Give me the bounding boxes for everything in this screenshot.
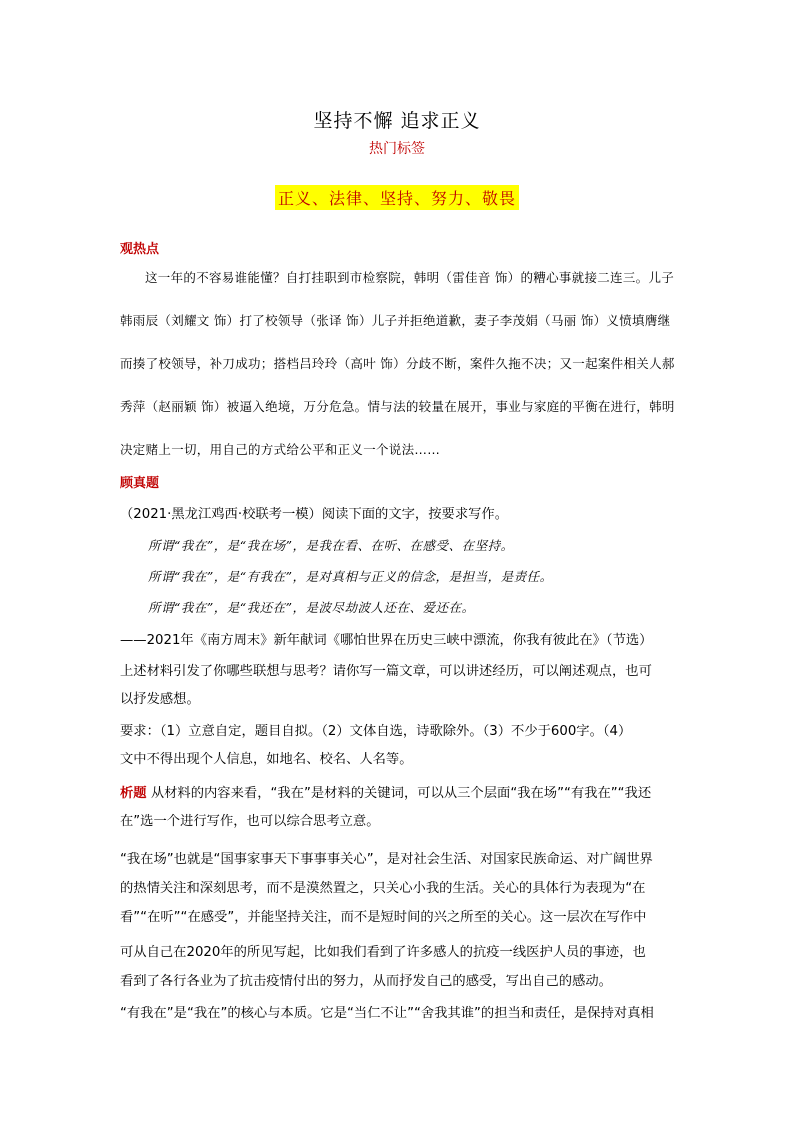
- analysis-text: 从材料的内容来看，“我在”是材料的关键词，可以从三个层面“我在场”“有我在”“我还: [150, 786, 652, 801]
- viewpoint-line: 秀萍（赵丽颖 饰）被逼入绝境，万分危急。情与法的较量在展开，事业与家庭的平衡在进行，韩明: [120, 399, 675, 414]
- tags-wrap: [0, 185, 794, 210]
- analysis-line: 看到了各行各业为了抗击疫情付出的努力，从而抒发自己的感受，写出自己的感动。: [120, 974, 612, 989]
- quote-line: 所谓“我在”，是“有我在”，是对真相与正义的信念，是担当，是责任。: [148, 569, 553, 584]
- exam-heading: 顾真题: [120, 476, 160, 491]
- viewpoint-line: 韩雨辰（刘耀文 饰）打了校领导（张译 饰）儿子并拒绝道歉，妻子李茂娟（马丽 饰）义愤填膺继: [120, 313, 671, 328]
- question-line: 上述材料引发了你哪些联想与思考？请你写一篇文章，可以讲述经历，可以阐述观点，也可: [120, 664, 652, 679]
- requirement-line: 要求：（1）立意自定，题目自拟。（2）文体自选，诗歌除外。（3）不少于600字。（4）: [120, 724, 632, 739]
- analysis-line: “有我在”是“我在”的核心与本质。它是“当仁不让”“舍我其谁”的担当和责任，是保持对真相: [120, 1006, 654, 1021]
- question-line: 以抒发感想。: [120, 692, 200, 707]
- highlighted-tags: 正义、法律、坚持、努力、敬畏: [275, 185, 519, 210]
- viewpoint-line: 而揍了校领导，补刀成功；搭档吕玲玲（高叶 饰）分歧不断，案件久拖不决；又一起案件相关人郝: [120, 356, 675, 371]
- hot-tags-label: 热门标签: [369, 141, 425, 157]
- analysis-label: 析题: [120, 786, 147, 801]
- source-line: ——2021年《南方周末》新年献词《哪怕世界在历史三峡中漂流，你我有彼此在》（节选）: [120, 633, 653, 648]
- requirement-line: 文中不得出现个人信息，如地名、校名、人名等。: [120, 752, 413, 767]
- analysis-first-line: [120, 782, 685, 801]
- analysis-line: 可从自己在2020年的所见写起，比如我们看到了许多感人的抗疫一线医护人员的事迹，也: [120, 945, 646, 960]
- quote-line: 所谓“我在”，是“我在场”，是我在看、在听、在感受、在坚持。: [148, 538, 514, 553]
- analysis-line: 在”选一个进行写作，也可以综合思考立意。: [120, 814, 380, 829]
- viewpoint-heading: 观热点: [120, 242, 160, 257]
- viewpoint-line: 这一年的不容易谁能懂？自打挂职到市检察院，韩明（雷佳音 饰）的糟心事就接二连三。儿子: [145, 270, 675, 285]
- viewpoint-line: 决定赌上一切，用自己的方式给公平和正义一个说法……: [120, 442, 441, 457]
- quote-line: 所谓“我在”，是“我还在”，是波尽劫波人还在、爱还在。: [148, 600, 475, 615]
- document-title: 坚持不懈 追求正义: [313, 110, 481, 132]
- analysis-line: “我在场”也就是“国事家事天下事事事关心”，是对社会生活、对国家民族命运、对广阔世界: [120, 852, 653, 867]
- analysis-line: 看”“在听”“在感受”，并能坚持关注，而不是短时间的兴之所至的关心。这一层次在写作中: [120, 910, 647, 925]
- exam-intro: （2021·黑龙江鸡西·校联考一模）阅读下面的文字，按要求写作。: [120, 507, 509, 522]
- analysis-line: 的热情关注和深刻思考，而不是漠然置之，只关心小我的生活。关心的具体行为表现为“在: [120, 881, 646, 896]
